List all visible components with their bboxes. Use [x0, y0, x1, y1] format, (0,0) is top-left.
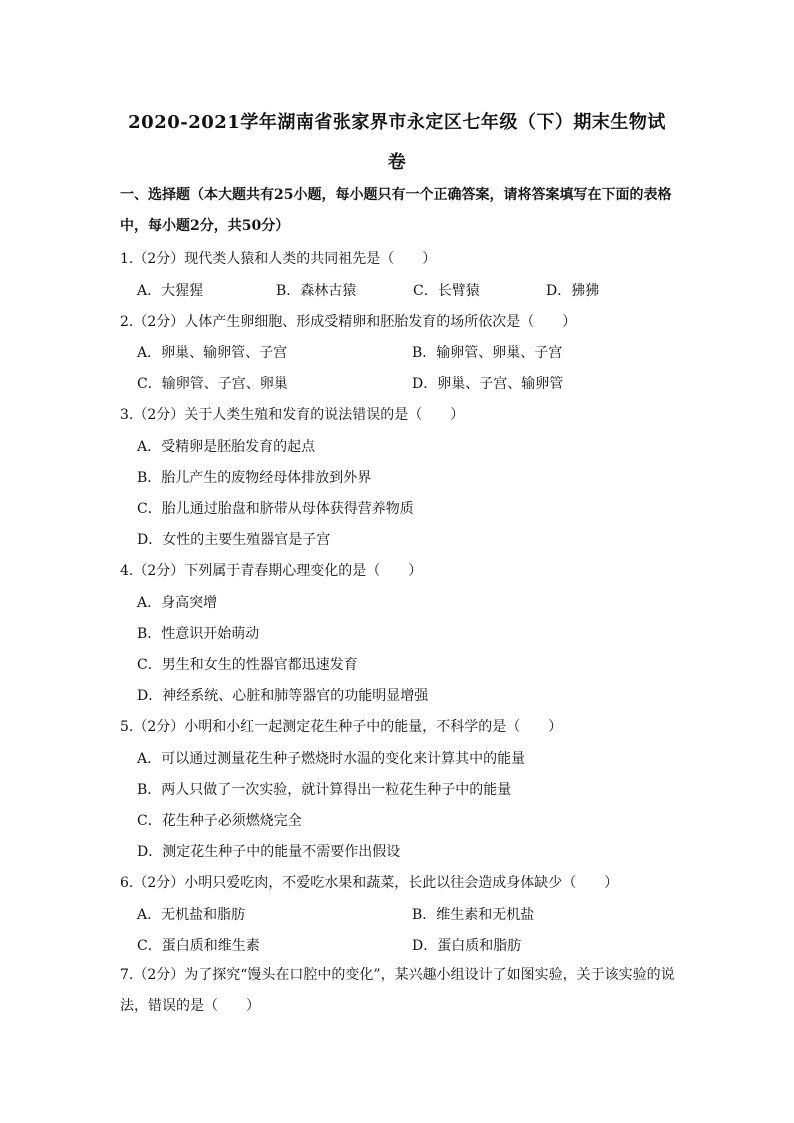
question-4-option-b: B．性意识开始萌动: [137, 626, 260, 642]
section-heading: 一、选择题（本大题共有25小题，每小题只有一个正确答案，请将答案填写在下面的表格中，每小题2分，共50分）: [120, 187, 672, 234]
question-6-option-c: C．蛋白质和维生素: [137, 938, 260, 954]
question-4-stem: 4.（2分）下列属于青春期心理变化的是（ ）: [120, 563, 423, 579]
question-2-option-a: A．卵巢、输卵管、子宫: [137, 345, 288, 361]
question-6-option-b: B．维生素和无机盐: [412, 907, 535, 923]
question-7-stem: 7.（2分）为了探究“馒头在口腔中的变化”，某兴趣小组设计了如图实验，关于该实验的说法，错误的是（ ）: [120, 967, 675, 1014]
question-5-stem: 5.（2分）小明和小红一起测定花生种子中的能量，不科学的是（ ）: [120, 719, 563, 735]
exam-title-line1: 2020-2021学年湖南省张家界市永定区七年级（下）期末生物试: [128, 112, 666, 133]
question-6-option-d: D．蛋白质和脂肪: [412, 938, 522, 954]
question-1-stem: 1.（2分）现代类人猿和人类的共同祖先是（ ）: [120, 251, 437, 267]
question-5-option-d: D．测定花生种子中的能量不需要作出假设: [137, 844, 401, 860]
question-6-stem: 6.（2分）小明只爱吃肉，不爱吃水果和蔬菜，长此以往会造成身体缺少（ ）: [120, 875, 619, 891]
exam-title-line2: 卷: [387, 152, 407, 173]
question-4-option-a: A．身高突增: [137, 595, 218, 611]
question-3-option-a: A．受精卵是胚胎发育的起点: [137, 439, 316, 455]
question-3-option-b: B．胎儿产生的废物经母体排放到外界: [137, 470, 372, 486]
question-1-option-a: A．大猩猩: [137, 283, 204, 299]
question-6-option-a: A．无机盐和脂肪: [137, 907, 246, 923]
question-4-option-c: C．男生和女生的性器官都迅速发育: [137, 657, 358, 673]
question-2-option-b: B．输卵管、卵巢、子宫: [412, 345, 563, 361]
question-2-option-c: C．输卵管、子宫、卵巢: [137, 376, 288, 392]
question-4-option-d: D．神经系统、心脏和肺等器官的功能明显增强: [137, 688, 429, 704]
question-3-option-c: C．胎儿通过胎盘和脐带从母体获得营养物质: [137, 501, 414, 517]
question-5-option-b: B．两人只做了一次实验，就计算得出一粒花生种子中的能量: [137, 782, 512, 798]
question-2-option-d: D．卵巢、子宫、输卵管: [412, 376, 564, 392]
question-1-option-b: B．森林古猿: [276, 283, 357, 299]
question-5-option-a: A．可以通过测量花生种子燃烧时水温的变化来计算其中的能量: [137, 751, 526, 767]
question-5-option-c: C．花生种子必须燃烧完全: [137, 813, 302, 829]
question-2-stem: 2.（2分）人体产生卵细胞、形成受精卵和胚胎发育的场所依次是（ ）: [120, 314, 577, 330]
question-3-stem: 3.（2分）关于人类生殖和发育的说法错误的是（ ）: [120, 407, 465, 423]
question-1-option-d: D．狒狒: [546, 283, 600, 299]
question-3-option-d: D．女性的主要生殖器官是子宫: [137, 532, 331, 548]
question-1-option-c: C．长臂猿: [413, 283, 480, 299]
